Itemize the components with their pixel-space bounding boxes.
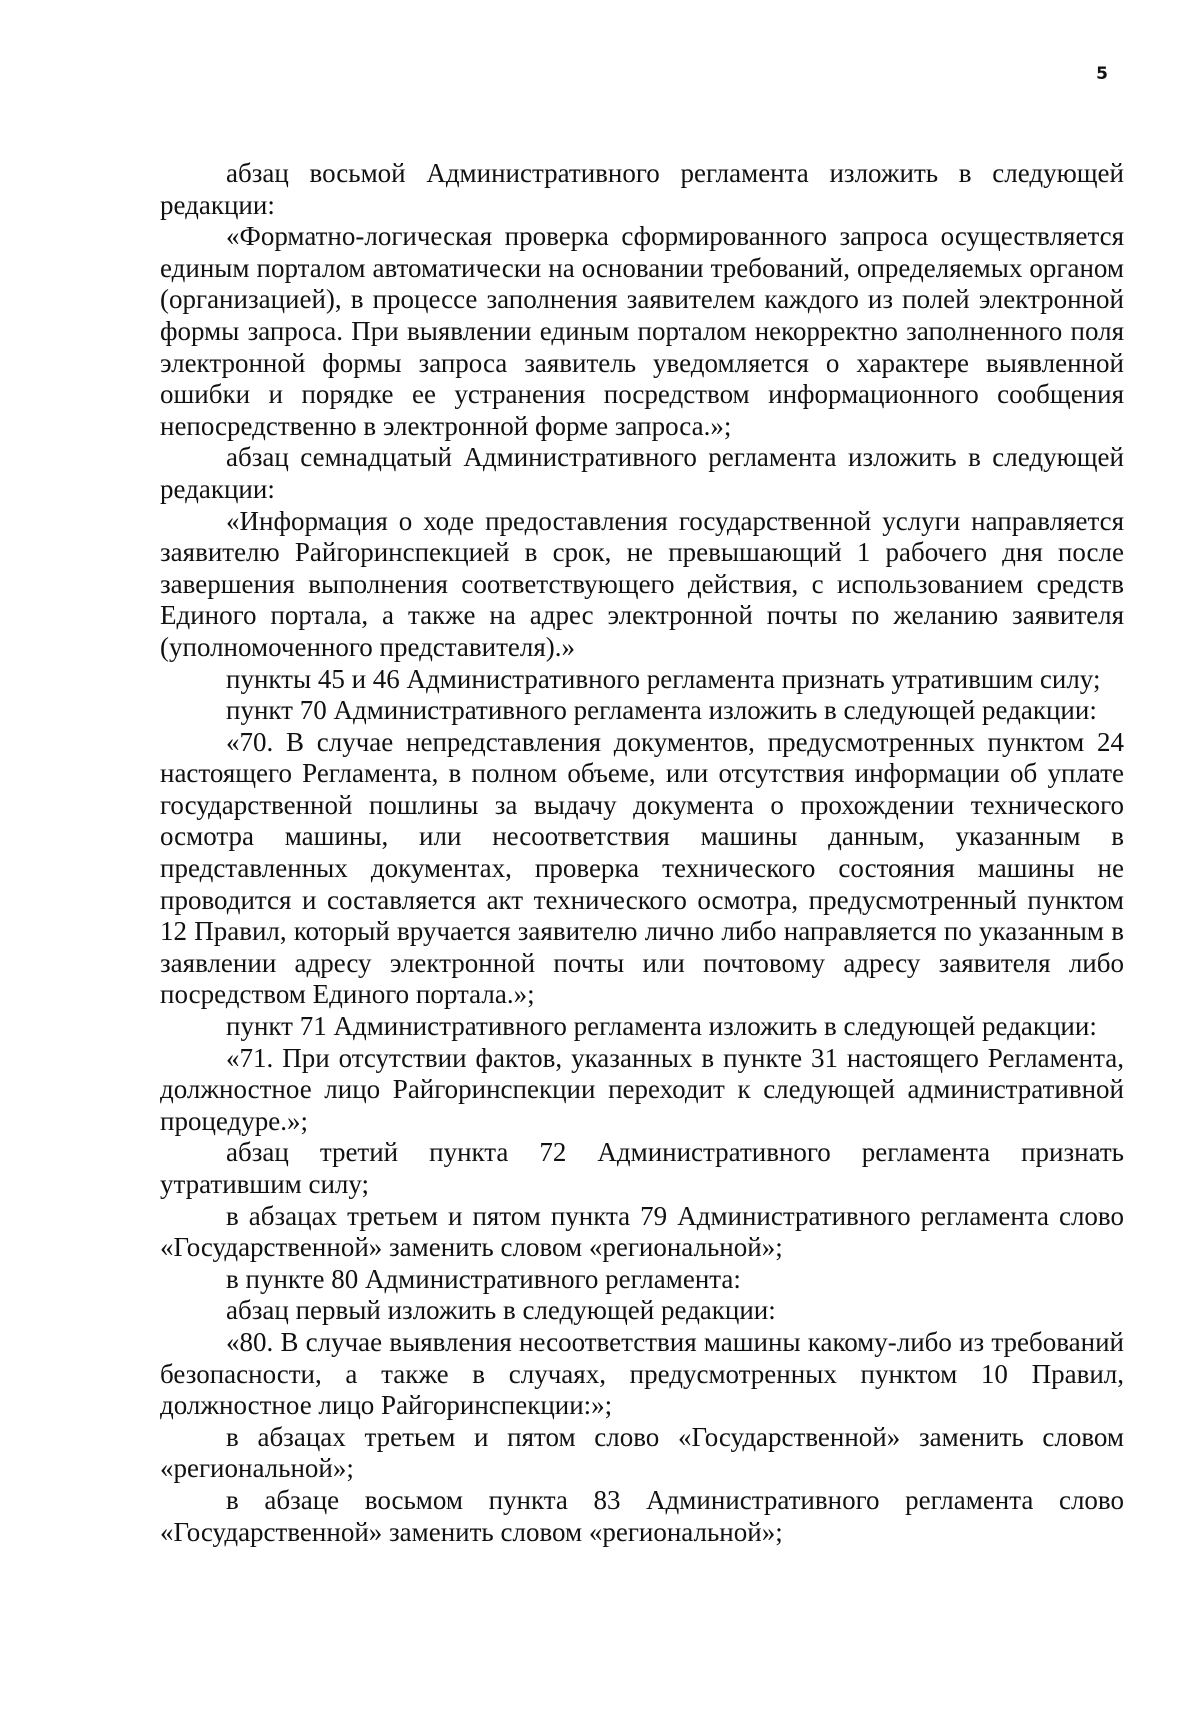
paragraph-7: «70. В случае непредставления документов, предусмотренных пунктом 24 настоящего Регламента, в полном объеме, или отсутствия информации об уплате государственной пошлины за выдачу документа о прохождении технического осмотра машины, или несоответствия машины данным, указанным в представленных документах, проверка технического состояния машины не проводится и составляется акт технического осмотра, предусмотренный пунктом 12 Правил, который вручается заявителю лично либо направляется по указанным в заявлении адресу электронной почты или почтовому адресу заявителя либо посредством Единого портала.»; [160, 726, 1124, 1010]
paragraph-12: в пункте 80 Административного регламента: [226, 1263, 741, 1294]
page-number: 5 [1096, 64, 1108, 84]
paragraph-5: пункты 45 и 46 Административного регламента признать утратившим силу; [226, 663, 1101, 694]
paragraph-8: пункт 71 Административного регламента изложить в следующей редакции: [226, 1011, 1097, 1042]
paragraph-9: «71. При отсутствии фактов, указанных в пункте 31 настоящего Регламента, должностное лицо Райгоринспекции переходит к следующей административной процедуре.»; [160, 1042, 1124, 1136]
paragraph-10: абзац третий пункта 72 Административного регламента признать утратившим силу; [160, 1137, 1124, 1199]
paragraph-1: абзац восьмой Административного регламента изложить в следующей редакции: [160, 158, 1124, 220]
paragraph-11: в абзацах третьем и пятом пункта 79 Административного регламента слово «Государственной» заменить словом «региональной»; [160, 1200, 1124, 1263]
paragraph-13: абзац первый изложить в следующей редакции: [226, 1295, 776, 1326]
paragraph-16: в абзаце восьмом пункта 83 Административного регламента слово «Государственной» заменить словом «региональной»; [160, 1484, 1124, 1547]
paragraph-2: «Форматно-логическая проверка сформированного запроса осуществляется единым порталом автоматически на основании требований, определяемых органом (организацией), в процессе заполнения заявителем каждого из полей электронной формы запроса. При выявлении единым порталом некорректно заполненного поля электронной формы запроса заявитель уведомляется о характере выявленной ошибки и порядке ее устранения посредством информационного сообщения непосредственно в электронной форме запроса.»; [160, 221, 1124, 441]
paragraph-6: пункт 70 Административного регламента изложить в следующей редакции: [226, 695, 1097, 726]
paragraph-15: в абзацах третьем и пятом слово «Государственной» заменить словом «региональной»; [160, 1421, 1124, 1484]
paragraph-4: «Информация о ходе предоставления государственной услуги направляется заявителю Райгоринспекцией в срок, не превышающий 1 рабочего дня после завершения выполнения соответствующего действия, с использованием средств Единого портала, а также на адрес электронной почты по желанию заявителя (уполномоченного представителя).» [160, 505, 1124, 662]
paragraph-3: абзац семнадцатый Административного регламента изложить в следующей редакции: [160, 442, 1124, 504]
paragraph-14: «80. В случае выявления несоответствия машины какому-либо из требований безопасности, а также в случаях, предусмотренных пунктом 10 Правил, должностное лицо Райгоринспекции:»; [160, 1326, 1124, 1421]
document-body [160, 158, 1124, 1548]
